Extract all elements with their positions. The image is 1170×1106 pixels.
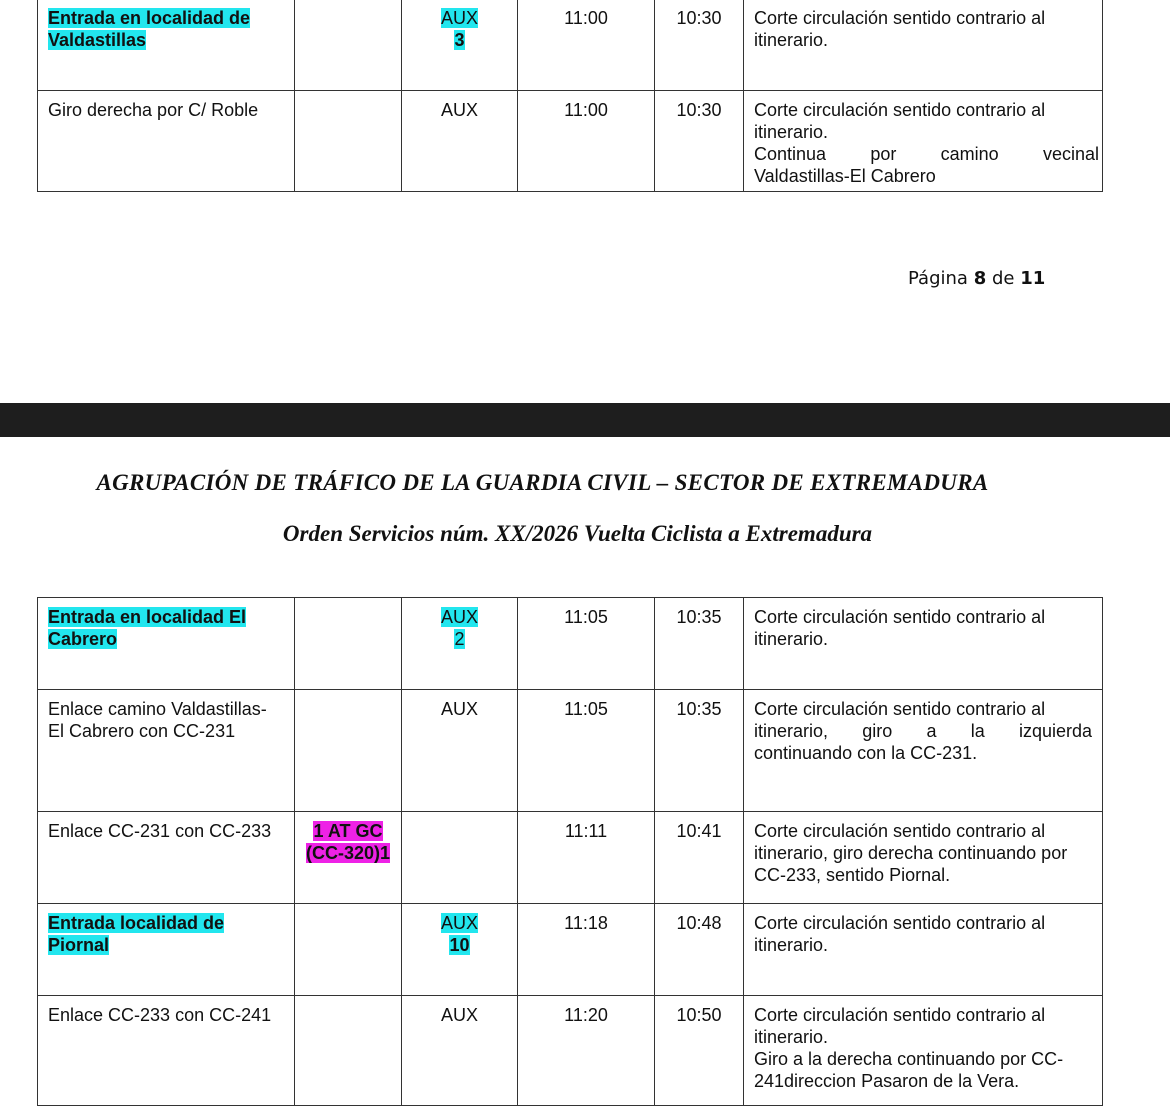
table-row (38, 0, 1103, 91)
aux-cell (402, 598, 518, 690)
location-line: Entrada en localidad de (48, 8, 251, 28)
agent-cell (295, 0, 402, 91)
table-row (38, 91, 1103, 192)
notes-cell (744, 812, 1103, 904)
aux-label: AUX (440, 607, 478, 627)
page-divider (0, 403, 1170, 437)
time2-cell: 10:48 (655, 904, 744, 996)
aux-cell (402, 0, 518, 91)
notes-line: itinerario. (754, 1027, 829, 1047)
notes-line: itinerario, giro a la izquierda (754, 721, 1092, 741)
time1-cell: 11:00 (518, 91, 655, 192)
time1-cell: 11:05 (518, 690, 655, 812)
aux-number: 10 (449, 935, 470, 955)
notes-line: Corte circulación sentido contrario al (754, 1005, 1046, 1025)
notes-line: Continua por camino vecinal (754, 144, 1099, 164)
page-number (908, 268, 1045, 289)
table-row (38, 812, 1103, 904)
aux-label: AUX (440, 699, 478, 719)
notes-line: CC-233, sentido Piornal. (754, 865, 951, 885)
location-line: Giro derecha por C/ Roble (48, 100, 259, 120)
location-cell (38, 0, 295, 91)
notes-line: Corte circulación sentido contrario al (754, 8, 1046, 28)
aux-cell (402, 690, 518, 812)
notes-line: Corte circulación sentido contrario al (754, 913, 1046, 933)
notes-line: itinerario. (754, 629, 829, 649)
agent-cell (295, 904, 402, 996)
location-line: Piornal (48, 935, 110, 955)
page-number-current: 8 (973, 268, 987, 289)
aux-label: AUX (440, 100, 478, 120)
time2-cell: 10:30 (655, 91, 744, 192)
table-row (38, 598, 1103, 690)
location-line: Entrada en localidad El (48, 607, 247, 627)
page-number-total: 11 (1020, 268, 1046, 289)
notes-line: Giro a la derecha continuando por CC- (754, 1049, 1064, 1069)
time2-cell: 10:41 (655, 812, 744, 904)
aux-label: AUX (440, 1005, 478, 1025)
location-cell (38, 690, 295, 812)
agent-cell (295, 812, 402, 904)
notes-line: Corte circulación sentido contrario al (754, 821, 1046, 841)
notes-line: itinerario. (754, 935, 829, 955)
aux-number: 3 (454, 30, 465, 50)
time2-cell: 10:35 (655, 690, 744, 812)
time1-cell: 11:00 (518, 0, 655, 91)
agent-cell (295, 996, 402, 1106)
notes-line: itinerario. (754, 30, 829, 50)
location-line: Enlace CC-231 con CC-233 (48, 821, 272, 841)
aux-cell (402, 812, 518, 904)
bottom-schedule-table (37, 597, 1103, 1106)
location-line: El Cabrero con CC-231 (48, 721, 236, 741)
location-cell (38, 598, 295, 690)
aux-cell (402, 996, 518, 1106)
table-row (38, 996, 1103, 1106)
notes-line: Corte circulación sentido contrario al (754, 607, 1046, 627)
aux-label: AUX (440, 8, 478, 28)
agent-cell (295, 690, 402, 812)
location-line: Entrada localidad de (48, 913, 225, 933)
aux-cell (402, 91, 518, 192)
location-cell (38, 904, 295, 996)
page-number-prefix: Página (908, 268, 968, 289)
agent-cell (295, 91, 402, 192)
location-line: Valdastillas (48, 30, 147, 50)
notes-line: Valdastillas-El Cabrero (754, 166, 936, 186)
aux-number: 2 (454, 629, 465, 649)
notes-line: 241direccion Pasaron de la Vera. (754, 1071, 1020, 1091)
time1-cell: 11:20 (518, 996, 655, 1106)
location-line: Enlace CC-233 con CC-241 (48, 1005, 272, 1025)
agent-line: (CC-320)1 (305, 843, 391, 863)
location-line: Enlace camino Valdastillas- (48, 699, 267, 719)
notes-cell (744, 598, 1103, 690)
time1-cell: 11:11 (518, 812, 655, 904)
notes-cell (744, 996, 1103, 1106)
time1-cell: 11:05 (518, 598, 655, 690)
notes-cell (744, 904, 1103, 996)
location-cell (38, 996, 295, 1106)
notes-cell (744, 91, 1103, 192)
location-cell (38, 812, 295, 904)
notes-cell (744, 0, 1103, 91)
top-schedule-table (37, 0, 1103, 192)
notes-line: Corte circulación sentido contrario al (754, 699, 1046, 719)
time2-cell: 10:35 (655, 598, 744, 690)
aux-cell (402, 904, 518, 996)
document-header-title: AGRUPACIÓN DE TRÁFICO DE LA GUARDIA CIVIL – SECTOR DE EXTREMADURA (96, 470, 989, 495)
agent-cell (295, 598, 402, 690)
table-row (38, 904, 1103, 996)
agent-line: 1 AT GC (313, 821, 383, 841)
notes-line: itinerario, giro derecha continuando por (754, 843, 1068, 863)
time2-cell: 10:50 (655, 996, 744, 1106)
table-row (38, 690, 1103, 812)
notes-line: Corte circulación sentido contrario al (754, 100, 1046, 120)
notes-line: continuando con la CC-231. (754, 743, 978, 763)
notes-cell (744, 690, 1103, 812)
notes-line: itinerario. (754, 122, 829, 142)
location-line: Cabrero (48, 629, 118, 649)
aux-label: AUX (440, 913, 478, 933)
time1-cell: 11:18 (518, 904, 655, 996)
document-header-subtitle: Orden Servicios núm. XX/2026 Vuelta Ciclista a Extremadura (282, 521, 873, 546)
page-number-sep: de (991, 268, 1015, 289)
time2-cell: 10:30 (655, 0, 744, 91)
location-cell (38, 91, 295, 192)
